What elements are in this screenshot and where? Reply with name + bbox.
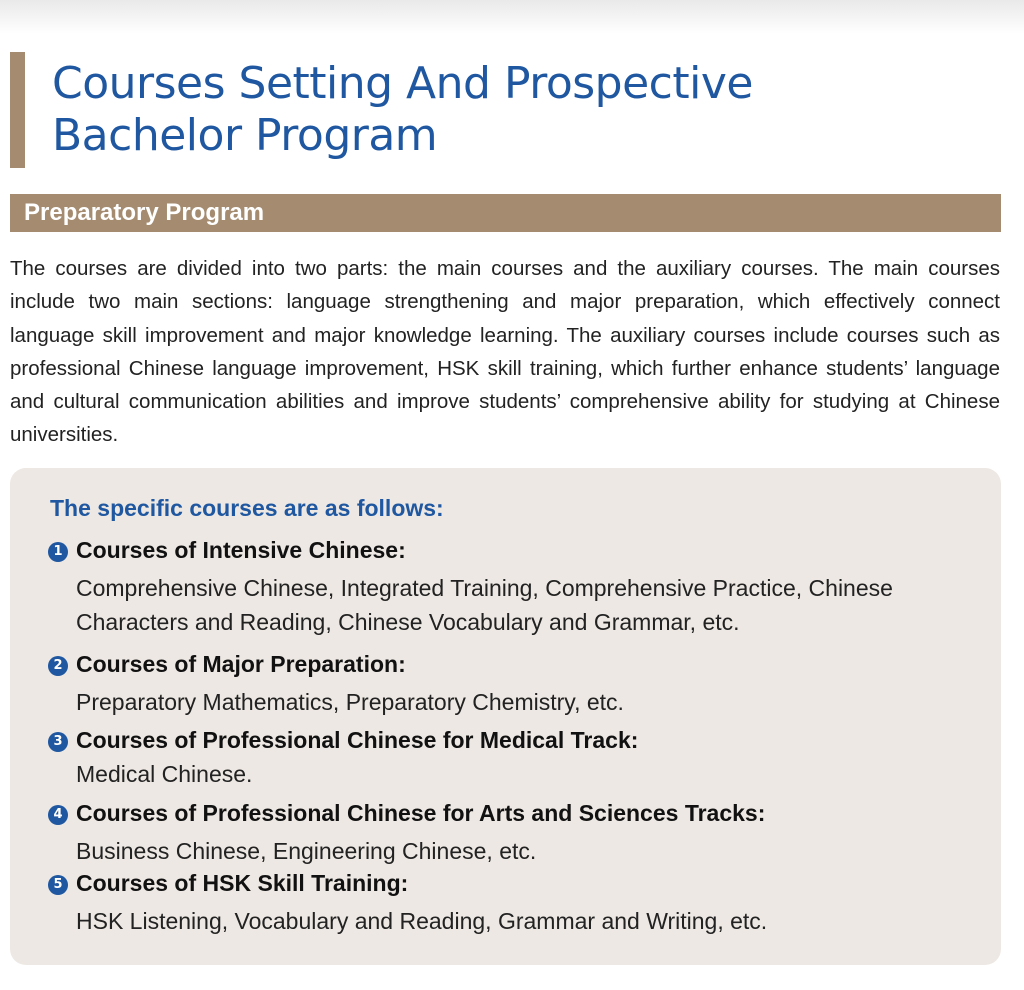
number-badge-icon: 4 bbox=[48, 805, 68, 825]
intro-paragraph: The courses are divided into two parts: the main courses and the auxiliary courses. The main courses include two main sections: language strengthening and major preparation, which effectively connect language skill improvement and major knowledge learning. The auxiliary courses include courses such as professional Chinese language improvement, HSK skill training, which further enhance students’ language and cultural communication abilities and improve students’ comprehensive ability for studying at Chinese universities. bbox=[10, 257, 1000, 447]
course-list-panel bbox=[10, 468, 1001, 965]
course-description: Comprehensive Chinese, Integrated Training, Comprehensive Practice, Chinese Characters and Reading, Chinese Vocabulary and Grammar, etc. bbox=[76, 575, 893, 635]
page-title bbox=[52, 58, 952, 162]
number-badge-icon: 1 bbox=[48, 542, 68, 562]
course-description: Preparatory Mathematics, Preparatory Chemistry, etc. bbox=[76, 689, 624, 715]
top-shadow bbox=[0, 0, 1024, 34]
course-description: Business Chinese, Engineering Chinese, etc. bbox=[76, 838, 537, 864]
page-title-line-1: Courses Setting And Prospective bbox=[52, 58, 753, 109]
number-badge-icon: 3 bbox=[48, 732, 68, 752]
number-badge-icon: 2 bbox=[48, 656, 68, 676]
course-description: HSK Listening, Vocabulary and Reading, Grammar and Writing, etc. bbox=[76, 908, 768, 934]
course-title: Courses of Intensive Chinese: bbox=[76, 537, 406, 563]
course-title: Courses of Professional Chinese for Medical Track: bbox=[76, 727, 639, 753]
page-title-block bbox=[10, 52, 1000, 168]
number-badge-icon: 5 bbox=[48, 875, 68, 895]
page-title-line-2: Bachelor Program bbox=[52, 110, 438, 161]
section-header bbox=[10, 194, 1001, 232]
course-title: Courses of Professional Chinese for Arts and Sciences Tracks: bbox=[76, 800, 766, 826]
section-header-label: Preparatory Program bbox=[24, 199, 265, 226]
title-accent-bar bbox=[10, 52, 25, 168]
course-title: Courses of HSK Skill Training: bbox=[76, 870, 409, 896]
course-list-heading: The specific courses are as follows: bbox=[50, 495, 444, 521]
course-description: Medical Chinese. bbox=[76, 761, 253, 787]
course-title: Courses of Major Preparation: bbox=[76, 651, 406, 677]
